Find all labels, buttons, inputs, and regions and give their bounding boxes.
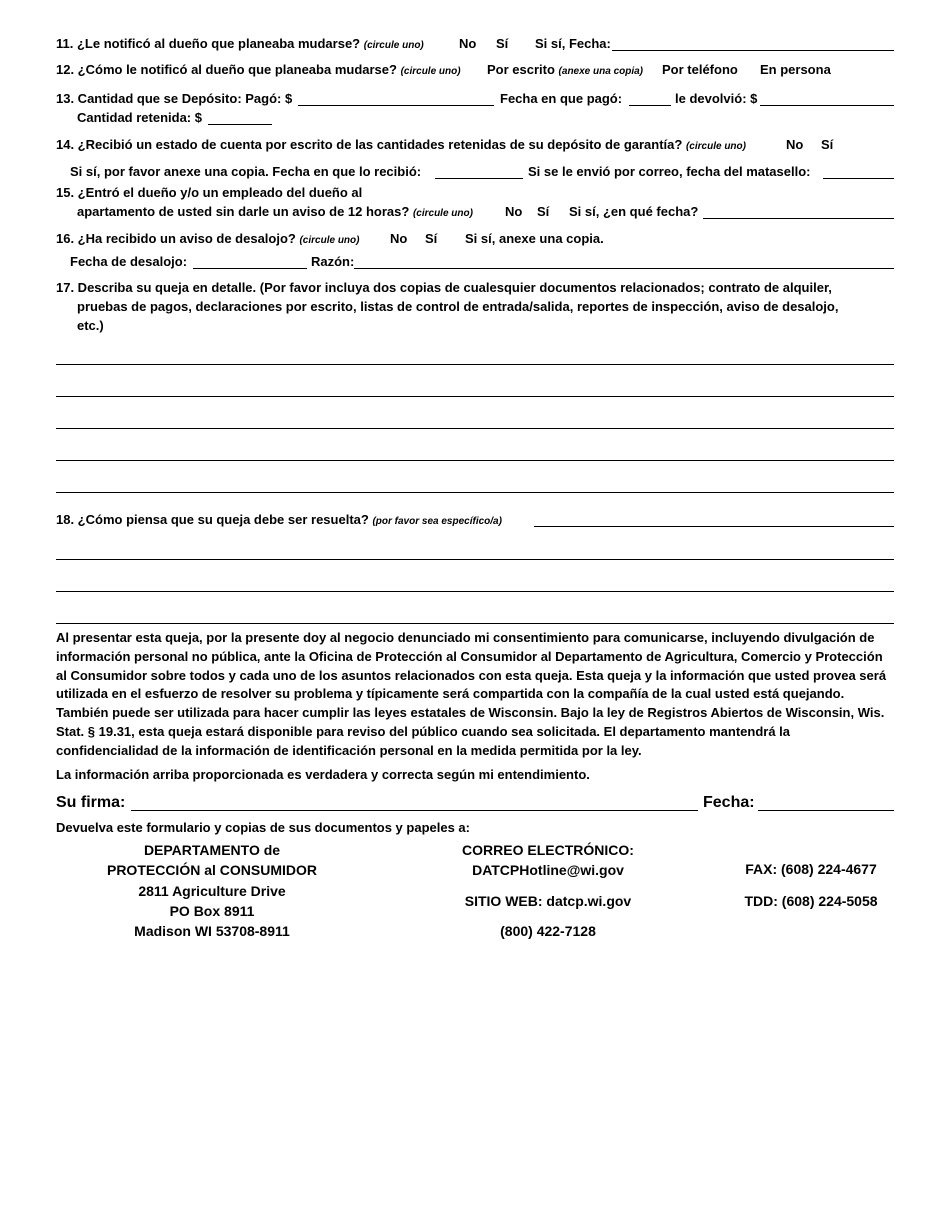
q18-answer-line[interactable]: [56, 591, 894, 592]
q15-label: 15. ¿Entró el dueño y/o un empleado del dueño al: [56, 185, 363, 200]
q16-label: 16. ¿Ha recibido un aviso de desalojo? (circule uno): [56, 231, 360, 246]
q12-phone-option[interactable]: Por teléfono: [662, 62, 738, 77]
q13-retained-label: Cantidad retenida: $: [77, 110, 202, 125]
q16-eviction-date-field[interactable]: [193, 268, 307, 269]
phone-number: (800) 422-7128: [500, 923, 596, 939]
q11-date-label: Si sí, Fecha:: [535, 36, 611, 51]
q18-answer-first-line[interactable]: [534, 526, 894, 527]
address-line-1: DEPARTAMENTO de: [143, 842, 281, 858]
q13-date-paid-field[interactable]: [629, 105, 671, 106]
address-line-3: 2811 Agriculture Drive: [138, 883, 286, 899]
address-line-4: PO Box 8911: [169, 903, 255, 919]
signature-date-label: Fecha:: [703, 794, 755, 811]
q14-postmark-field[interactable]: [823, 178, 894, 179]
q15-label-line2: apartamento de usted sin darle un aviso de 12 horas? (circule uno): [77, 204, 473, 219]
q18-answer-line[interactable]: [56, 559, 894, 560]
q17-answer-line[interactable]: [56, 492, 894, 493]
q15-no-option[interactable]: No: [505, 204, 523, 219]
q17-label-line2: pruebas de pagos, declaraciones por escrito, listas de control de entrada/salida, reportes de inspección, aviso de desalojo,: [77, 299, 839, 314]
fax-number: FAX: (608) 224-4677: [745, 861, 877, 877]
truth-statement: La información arriba proporcionada es verdadera y correcta según mi entendimiento.: [56, 767, 590, 782]
q14-no-option[interactable]: No: [786, 137, 804, 152]
q16-reason-label: Razón:: [311, 254, 355, 269]
signature-field[interactable]: [131, 810, 698, 811]
q11-label: 11. ¿Le notificó al dueño que planeaba mudarse? (circule uno): [56, 36, 424, 51]
q13-date-paid-label: Fecha en que pagó:: [500, 91, 623, 106]
q13-paid-field[interactable]: [298, 105, 494, 106]
q16-yes-option[interactable]: Sí: [425, 231, 438, 246]
q13-returned-field[interactable]: [760, 105, 894, 106]
q11-date-field[interactable]: [612, 50, 894, 51]
q17-label-line3: etc.): [77, 318, 104, 333]
q14-received-field[interactable]: [435, 178, 523, 179]
q17-answer-line[interactable]: [56, 396, 894, 397]
q16-reason-field[interactable]: [354, 268, 894, 269]
q13-label: 13. Cantidad que se Depósito: Pagó: $: [56, 91, 293, 106]
q17-label: 17. Describa su queja en detalle. (Por favor incluya dos copias de cualesquier documentos relacionados; contrato de alquiler,: [56, 280, 832, 295]
q16-eviction-date-label: Fecha de desalojo:: [70, 254, 188, 269]
q18-label: 18. ¿Cómo piensa que su queja debe ser resuelta? (por favor sea específico/a): [56, 512, 502, 527]
q18-answer-line[interactable]: [56, 623, 894, 624]
return-instructions: Devuelva este formulario y copias de sus documentos y papeles a:: [56, 820, 470, 835]
email-link[interactable]: DATCPHotline@wi.gov: [472, 862, 624, 878]
q11-no-option[interactable]: No: [459, 36, 477, 51]
signature-label: Su firma:: [56, 794, 126, 811]
signature-date-field[interactable]: [758, 810, 894, 811]
q15-date-label: Si sí, ¿en qué fecha?: [569, 204, 699, 219]
q14-postmark-label: Si se le envió por correo, fecha del matasello:: [528, 164, 811, 179]
q13-returned-label: le devolvió: $: [675, 91, 758, 106]
q11-yes-option[interactable]: Sí: [496, 36, 509, 51]
q17-answer-line[interactable]: [56, 428, 894, 429]
q12-label: 12. ¿Cómo le notificó al dueño que planeaba mudarse? (circule uno): [56, 62, 461, 77]
address-line-2: PROTECCIÓN al CONSUMIDOR: [106, 862, 317, 878]
q13-retained-field[interactable]: [208, 124, 272, 125]
q16-no-option[interactable]: No: [390, 231, 408, 246]
q16-attach-note: Si sí, anexe una copia.: [465, 231, 604, 246]
q14-received-label: Si sí, por favor anexe una copia. Fecha en que lo recibió:: [70, 164, 422, 179]
address-line-5: Madison WI 53708-8911: [134, 923, 290, 939]
q14-label: 14. ¿Recibió un estado de cuenta por escrito de las cantidades retenidas de su depósito de garantía? (circule uno): [56, 137, 746, 152]
email-label: CORREO ELECTRÓNICO:: [462, 842, 634, 858]
q14-yes-option[interactable]: Sí: [821, 137, 834, 152]
q12-written-option[interactable]: Por escrito (anexe una copia): [487, 62, 644, 77]
website-link[interactable]: SITIO WEB: datcp.wi.gov: [464, 893, 632, 909]
q17-answer-line[interactable]: [56, 460, 894, 461]
tdd-number: TDD: (608) 224-5058: [744, 893, 878, 909]
q12-in-person-option[interactable]: En persona: [760, 62, 831, 77]
q15-yes-option[interactable]: Sí: [537, 204, 550, 219]
q15-date-field[interactable]: [703, 218, 894, 219]
consent-paragraph: Al presentar esta queja, por la presente doy al negocio denunciado mi consentimiento para comunicarse, incluyendo divulgación de información personal no pública, ante la Oficina de Protección al Consumidor al Departamento de Agricultura, Comercio y Protección al Consumidor sobre todos y cada uno de los asuntos relacionados con esta queja. Esta queja y la información que usted provea será utilizada en el esfuerzo de resolver su problema y típicamente será compartida con la compañía de la cual usted está quejando. También puede ser utilizada para hacer cumplir las leyes estatales de Wisconsin. Bajo la ley de Registros Abiertos de Wisconsin, Wis. Stat. § 19.31, esta queja estará disponible para reviso del público cuando sea solicitada. El departamento mantendrá la confidencialidad de la información de identificación personal en la medida permitida por la ley.: [56, 630, 887, 758]
q17-answer-line[interactable]: [56, 364, 894, 365]
